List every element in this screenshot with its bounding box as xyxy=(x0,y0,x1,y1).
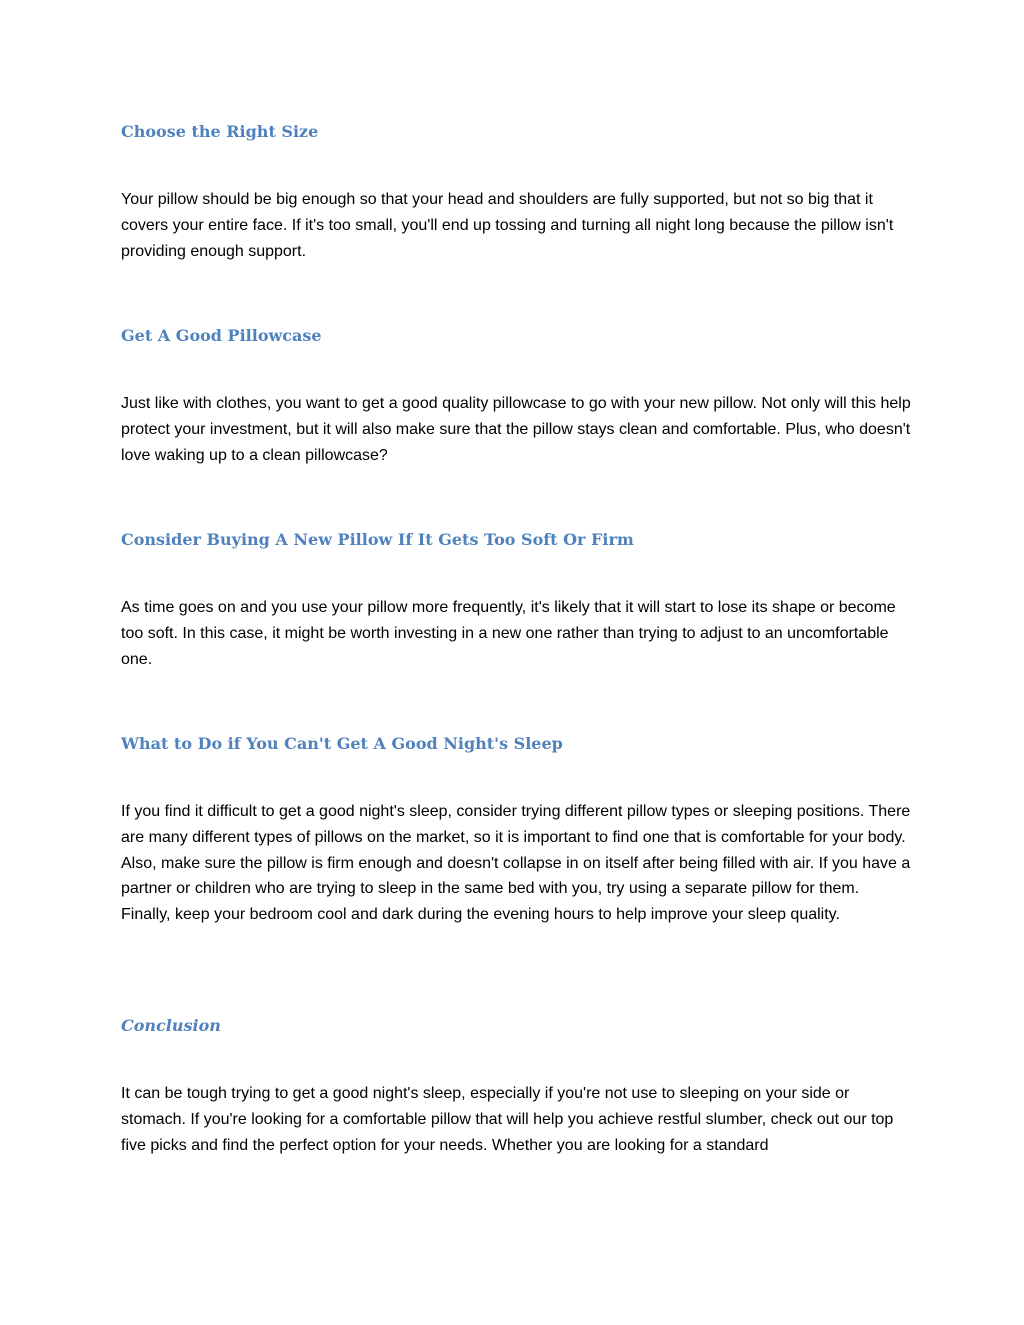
section-heading: Conclusion xyxy=(121,1016,221,1035)
section-new-pillow xyxy=(121,529,911,668)
section-paragraph: As time goes on and you use your pillow more frequently, it's likely that it will start to lose its shape or become too soft. In this case, it might be worth investing in a new one rather than trying to adjust to an uncomfortable one. xyxy=(121,599,896,668)
section-heading: Choose the Right Size xyxy=(121,122,319,141)
section-choose-right-size xyxy=(121,121,911,260)
section-paragraph: If you find it difficult to get a good night's sleep, consider trying different pillow types or sleeping positions. There are many different types of pillows on the market, so it is important to find one that is comfortable for your body. Also, make sure the pillow is firm enough and doesn't collapse in on itself after being filled with air. If you have a partner or children who are trying to sleep in the same bed with you, try using a separate pillow for them. Finally, keep your bedroom cool and dark during the evening hours to help improve your sleep quality. xyxy=(121,803,911,924)
section-heading: Get A Good Pillowcase xyxy=(121,326,322,345)
section-paragraph: It can be tough trying to get a good night's sleep, especially if you're not use to sleeping on your side or stomach. If you're looking for a comfortable pillow that will help you achieve restful slumber, check out our top five picks and find the perfect option for your needs. Whether you are looking for a standard xyxy=(121,1085,894,1154)
section-heading: What to Do if You Can't Get A Good Night's Sleep xyxy=(121,734,563,753)
section-heading: Consider Buying A New Pillow If It Gets Too Soft Or Firm xyxy=(121,530,634,549)
section-paragraph: Your pillow should be big enough so that your head and shoulders are fully supported, but not so big that it covers your entire face. If it's too small, you'll end up tossing and turning all night long because the pillow isn't providing enough support. xyxy=(121,191,894,260)
section-good-pillowcase xyxy=(121,325,911,464)
section-cant-sleep xyxy=(121,733,911,924)
section-conclusion xyxy=(121,1015,911,1154)
section-paragraph: Just like with clothes, you want to get a good quality pillowcase to go with your new pillow. Not only will this help protect your investment, but it will also make sure that the pillow stays clean and comfortable. Plus, who doesn't love waking up to a clean pillowcase? xyxy=(121,395,911,464)
